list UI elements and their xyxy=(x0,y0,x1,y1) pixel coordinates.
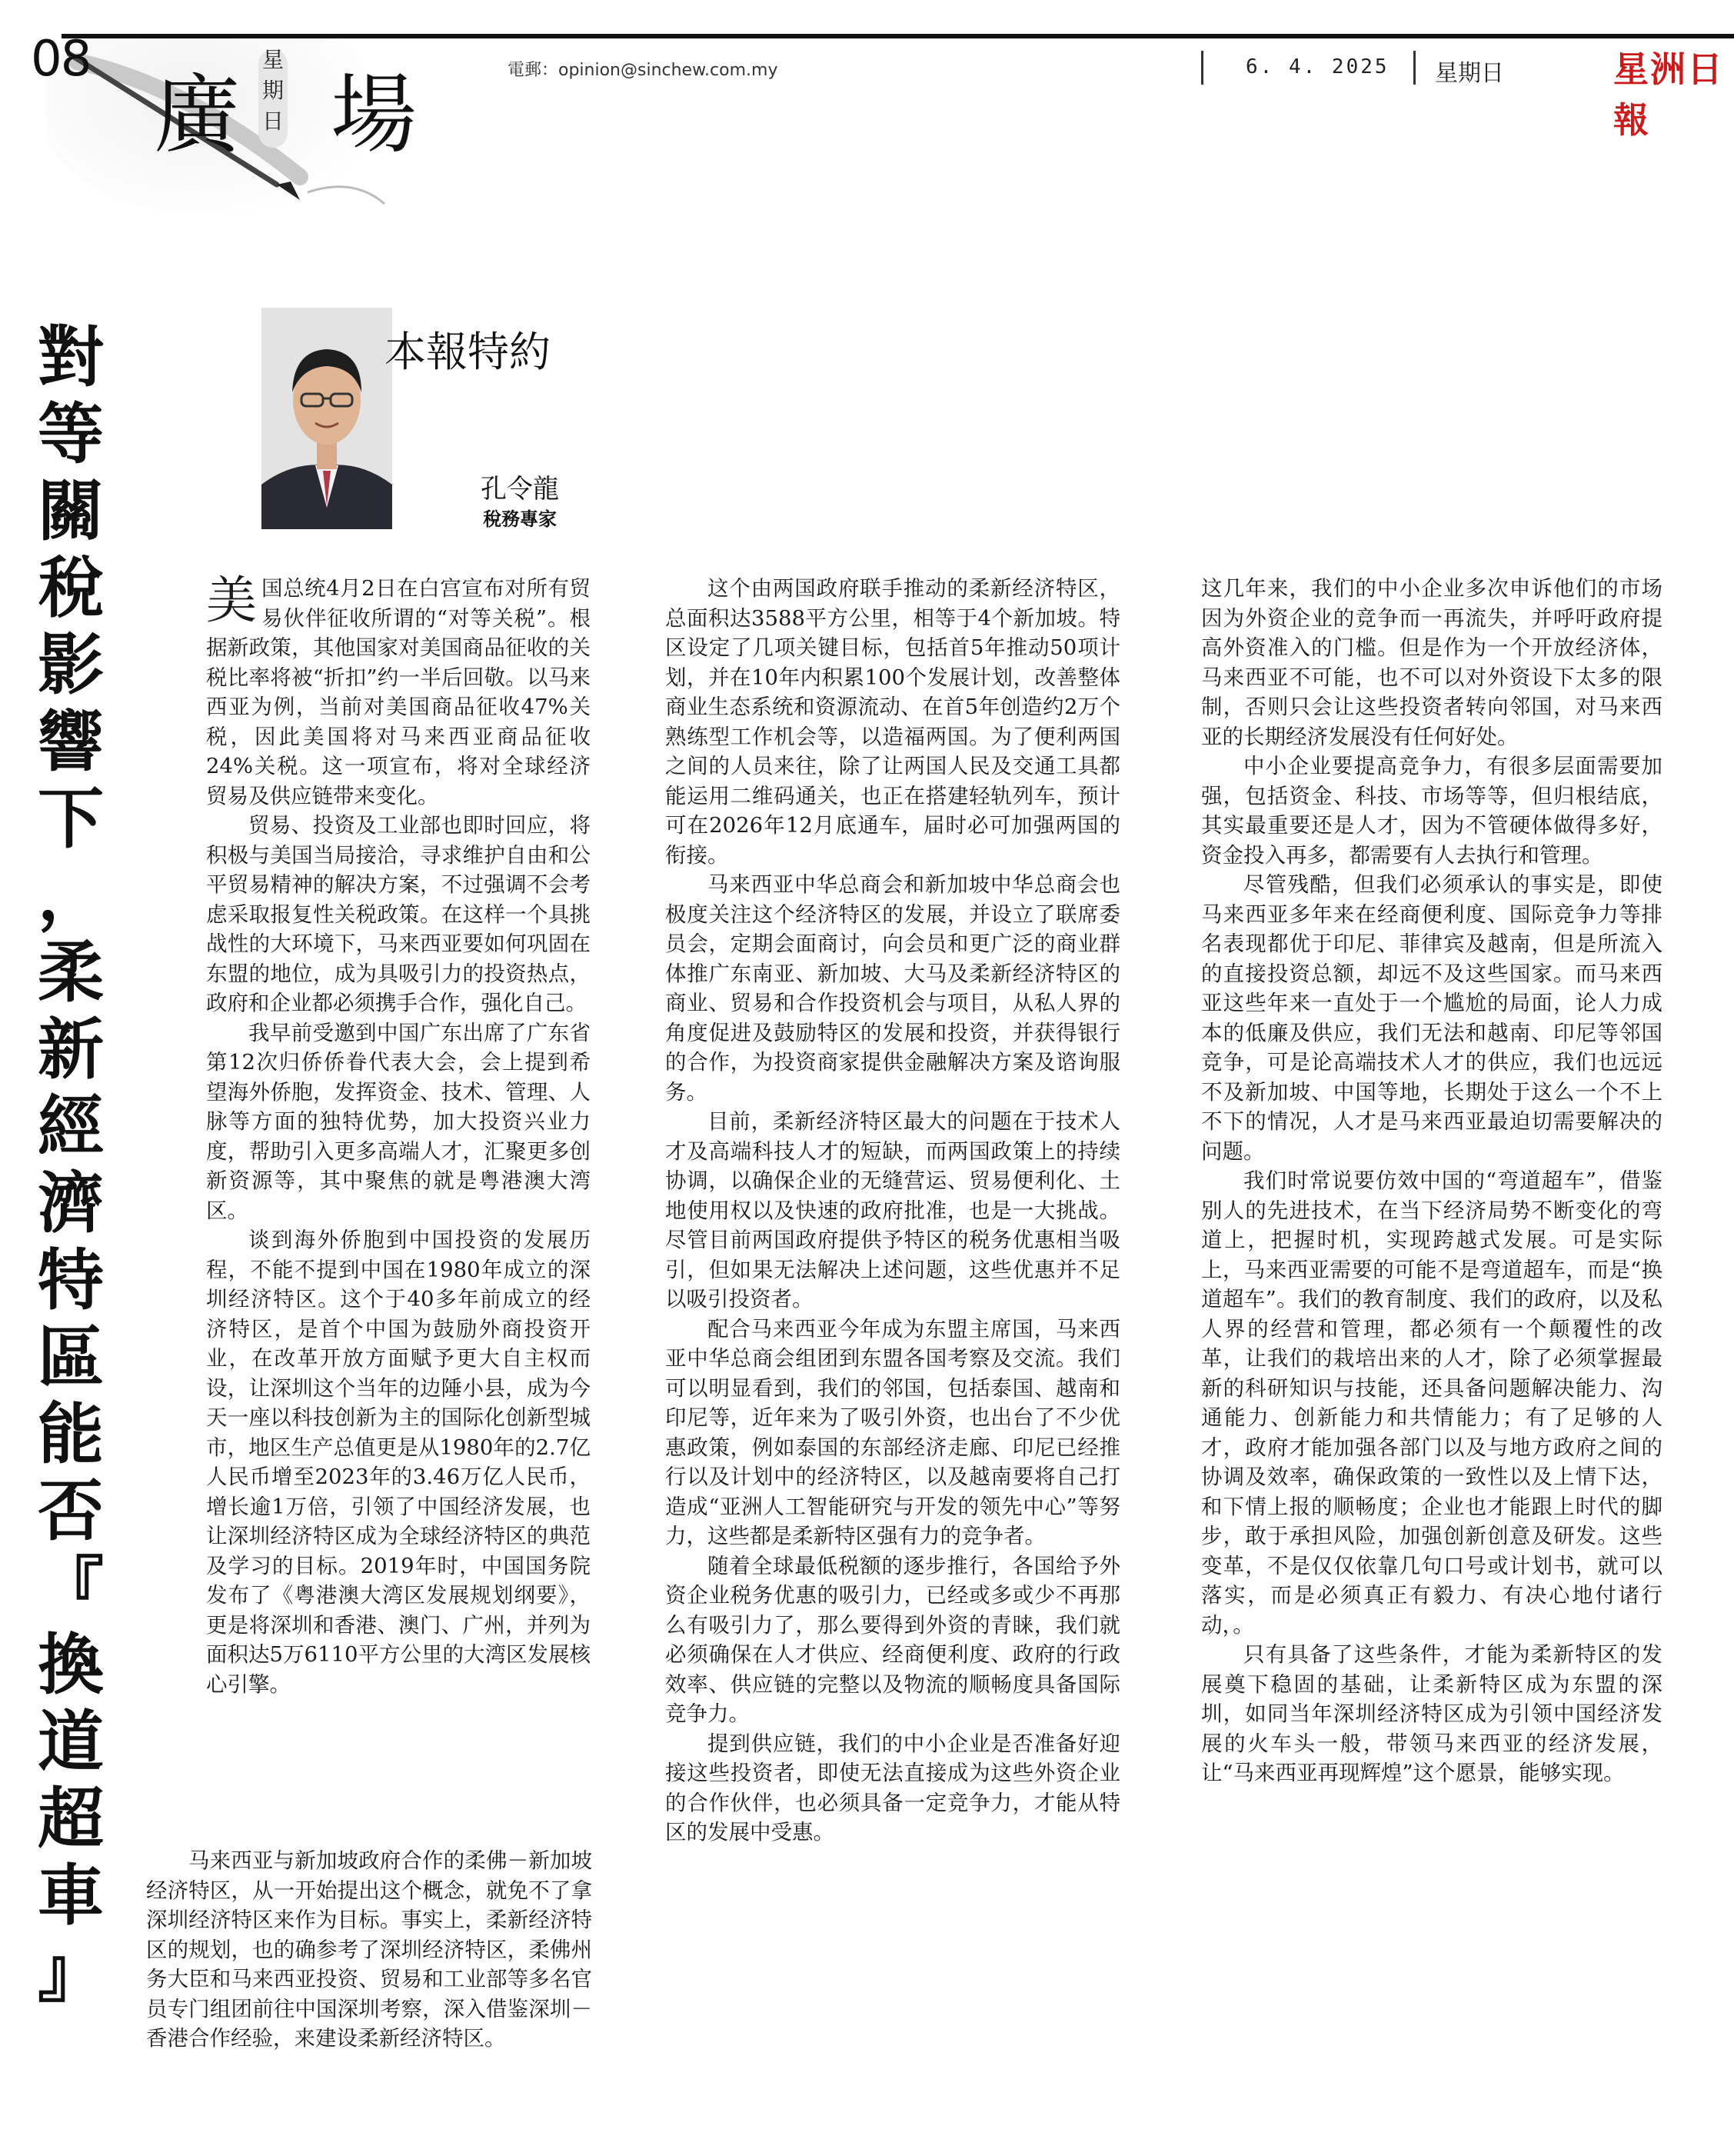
page-number: 08 xyxy=(31,31,91,88)
article-paragraph: 目前，柔新经济特区最大的问题在于技术人才及高端科技人才的短缺，而两国政策上的持续协调，以确保企业的无缝营运、贸易便利化、土地使用权以及快速的政府批准，也是一大挑战。尽管目前两国政府提供予特区的税务优惠相当吸引，但如果无法解决上述问题，这些优惠并不足以吸引投资者。 xyxy=(665,1109,1120,1311)
article-column-3 xyxy=(1201,574,1662,1788)
headline-char: 特 xyxy=(38,1242,104,1319)
headline-char: 響 xyxy=(38,704,104,781)
headline-char: 能 xyxy=(38,1396,104,1473)
section-title-char-1: 廣 xyxy=(154,65,245,165)
article-paragraph: 马来西亚中华总商会和新加坡中华总商会也极度关注这个经济特区的发展，并设立了联席委员会，定期会面商讨，向会员和更广泛的商业群体推广东南亚、新加坡、大马及柔新经济特区的商业、贸易和合作投资机会与项目，从私人界的角度促进及鼓励特区的发展和投资，并获得银行的合作，为投资商家提供金融解决方案及谘询服务。 xyxy=(665,872,1120,1105)
headline-char: 濟 xyxy=(38,1165,104,1242)
issue-date: 6. 4. 2025 xyxy=(1246,55,1390,78)
headline-char: 『 xyxy=(38,1550,104,1627)
headline-char: 經 xyxy=(38,1088,104,1165)
headline-char: 關 xyxy=(38,473,104,550)
headline-char: 區 xyxy=(38,1319,104,1396)
article-paragraph: 谈到海外侨胞到中国投资的发展历程，不能不提到中国在1980年成立的深圳经济特区。这个于40多年前成立的经济特区，是首个中国为鼓励外商投资开业，在改革开放方面赋予更大自主权而设，让深圳这个当年的边陲小县，成为今天一座以科技创新为主的国际化创新型城市，地区生产总值更是从1980年的2.7亿人民币增至2023年的3.46万亿人民币，增长逾1万倍，引领了中国经济发展，也让深圳经济特区成为全球经济特区的典范及学习的目标。2019年时，中国国务院发布了《粤港澳大湾区发展规划纲要》，更是将深圳和香港、澳门、广州，并列为面积达5万6110平方公里的大湾区发展核心引擎。 xyxy=(206,1228,591,1697)
article-paragraph: 马来西亚与新加坡政府合作的柔佛－新加坡经济特区，从一开始提出这个概念，就免不了拿深圳经济特区来作为目标。事实上，柔新经济特区的规划，也的确参考了深圳经济特区，柔佛州务大臣和马来西亚投资、贸易和工业部等多名官员专门组团前往中国深圳考察，深入借鉴深圳－香港合作经验，来建设柔新经济特区。 xyxy=(146,1848,592,2051)
masthead-logo: 星洲日報 xyxy=(1613,48,1724,141)
headline-char: ， xyxy=(38,858,104,935)
article-paragraph: 贸易、投资及工业部也即时回应，将积极与美国当局接洽，寻求维护自由和公平贸易精神的解决方案，不过强调不会考虑采取报复性关税政策。在这样一个具挑战性的大环境下，马来西亚要如何巩固在东盟的地位，成为具吸引力的投资热点，政府和企业都必须携手合作，强化自己。 xyxy=(206,813,591,1015)
article-column-2 xyxy=(665,574,1120,1848)
headline-char: 車 xyxy=(38,1858,104,1934)
byline-title: 本報特約 xyxy=(384,328,551,376)
header-divider-1 xyxy=(1201,51,1203,85)
issue-weekday: 星期日 xyxy=(1435,60,1504,87)
article-paragraph: 我早前受邀到中国广东出席了广东省第12次归侨侨眷代表大会，会上提到希望海外侨胞，发挥资金、技术、管理、人脉等方面的独特优势，加大投资兴业力度，帮助引入更多高端人才，汇聚更多创新资源等，其中聚焦的就是粤港澳大湾区。 xyxy=(206,1020,591,1223)
article-paragraph: 随着全球最低税额的逐步推行，各国给予外资企业税务优惠的吸引力，已经或多或少不再那么有吸引力了，那么要得到外资的青睐，我们就必须确保在人才供应、经商便利度、政府的行政效率、供应链的完整以及物流的顺畅度具备国际竞争力。 xyxy=(665,1553,1120,1726)
author-name: 孔令龍 xyxy=(481,474,559,505)
article-column-1 xyxy=(206,571,591,1699)
article-paragraph: 尽管残酷，但我们必须承认的事实是，即使马来西亚多年来在经商便利度、国际竞争力等排名表现都优于印尼、菲律宾及越南，但是所流入的直接投资总额，却远不及这些国家。而马来西亚这些年来一直处于一个尴尬的局面，论人力成本的低廉及供应，我们无法和越南、印尼等邻国竞争，可是论高端技术人才的供应，我们也远远不及新加坡、中国等地，长期处于这么一个不上不下的情况，人才是马来西亚最迫切需要解决的问题。 xyxy=(1201,872,1662,1164)
headline-char: 』 xyxy=(38,1934,104,2011)
section-subtitle: 星期日 xyxy=(261,47,284,134)
article-paragraph: 这个由两国政府联手推动的柔新经济特区，总面积达3588平方公里，相等于4个新加坡。特区设定了几项关键目标，包括首5年推动50项计划，并在10年内积累100个发展计划，改善整体商业生态系统和资源流动、在首5年创造约2万个熟练型工作机会等，以造福两国。为了便利两国之间的人员来往，除了让两国人民及交通工具都能运用二维码通关，也正在搭建轻轨列车，预计可在2026年12月底通车，届时必可加强两国的衔接。 xyxy=(665,576,1120,868)
article-paragraph: 我们时常说要仿效中国的“弯道超车”，借鉴别人的先进技术，在当下经济局势不断变化的弯道上，把握时机，实现跨越式发展。可是实际上，马来西亚需要的可能不是弯道超车，而是“换道超车”。我们的教育制度、我们的政府，以及私人界的经营和管理，都必须有一个颠覆性的改革，让我们的栽培出来的人才，除了必须掌握最新的科研知识与技能，还具备问题解决能力、沟通能力、创新能力和共情能力；有了足够的人才，政府才能加强各部门以及与地方政府之间的协调及效率，确保政策的一致性以及上情下达，和下情上报的顺畅度；企业也才能跟上时代的脚步，敢于承担风险，加强创新创意及研发。这些变革，不是仅仅依靠几句口号或计划书，就可以落实，而是必须真正有毅力、有决心地付诸行动，。 xyxy=(1201,1168,1662,1638)
headline-char: 新 xyxy=(38,1011,104,1088)
headline-char: 換 xyxy=(38,1627,104,1704)
headline-char: 稅 xyxy=(38,550,104,627)
headline-char: 超 xyxy=(38,1781,104,1858)
header-divider-2 xyxy=(1413,51,1416,85)
article-paragraph: 配合马来西亚今年成为东盟主席国，马来西亚中华总商会组团到东盟各国考察及交流。我们可以明显看到，我们的邻国，包括泰国、越南和印尼等，近年来为了吸引外资，也出台了不少优惠政策，例如泰国的东部经济走廊、印尼已经推行以及计划中的经济特区，以及越南要将自己打造成“亚洲人工智能研究与开发的领先中心”等努力，这些都是柔新特区强有力的竞争者。 xyxy=(665,1316,1120,1548)
headline-char: 下 xyxy=(38,781,104,858)
headline-char: 柔 xyxy=(38,935,104,1011)
article-paragraph: 这几年来，我们的中小企业多次申诉他们的市场因为外资企业的竞争而一再流失，并呼吁政府提高外资准入的门槛。但是作为一个开放经济体，马来西亚不可能，也不可以对外资设下太多的限制，否则只会让这些投资者转向邻国，对马来西亚的长期经济发展没有任何好处。 xyxy=(1201,576,1662,749)
article-headline xyxy=(34,319,108,2011)
drop-cap: 美 xyxy=(206,571,257,630)
contact-email: 電郵：opinion@sinchew.com.my xyxy=(508,61,778,80)
article-column-1-lower xyxy=(146,1846,592,2054)
section-title-char-2: 場 xyxy=(331,65,421,165)
article-paragraph: 中小企业要提高竞争力，有很多层面需要加强，包括资金、科技、市场等等，但归根结底，其实最重要还是人才，因为不管硬体做得多好，资金投入再多，都需要有人去执行和管理。 xyxy=(1201,754,1662,868)
headline-char: 對 xyxy=(38,319,104,396)
article-paragraph: 只有具备了这些条件，才能为柔新特区的发展奠下稳固的基础，让柔新特区成为东盟的深圳，如同当年深圳经济特区成为引领中国经济发展的火车头一般，带领马来西亚的经济发展，让“马来西亚再现辉煌”这个愿景，能够实现。 xyxy=(1201,1642,1662,1785)
headline-char: 道 xyxy=(38,1704,104,1781)
article-paragraph: 美国总统4月2日在白宫宣布对所有贸易伙伴征收所谓的“对等关税”。根据新政策，其他国家对美国商品征收的关税比率将被“折扣”约一半后回敬。以马来西亚为例，当前对美国商品征收47%关税，因此美国将对马来西亚商品征收24%关税。这一项宣布，将对全球经济贸易及供应链带来变化。 xyxy=(206,571,591,808)
headline-char: 等 xyxy=(38,396,104,473)
article-paragraph: 提到供应链，我们的中小企业是否准备好迎接这些投资者，即使无法直接成为这些外资企业的合作伙伴，也必须具备一定竞争力，才能从特区的发展中受惠。 xyxy=(665,1731,1120,1844)
headline-char: 影 xyxy=(38,627,104,704)
author-photo xyxy=(261,308,392,529)
headline-char: 否 xyxy=(38,1473,104,1550)
author-role: 稅務專家 xyxy=(483,508,557,530)
